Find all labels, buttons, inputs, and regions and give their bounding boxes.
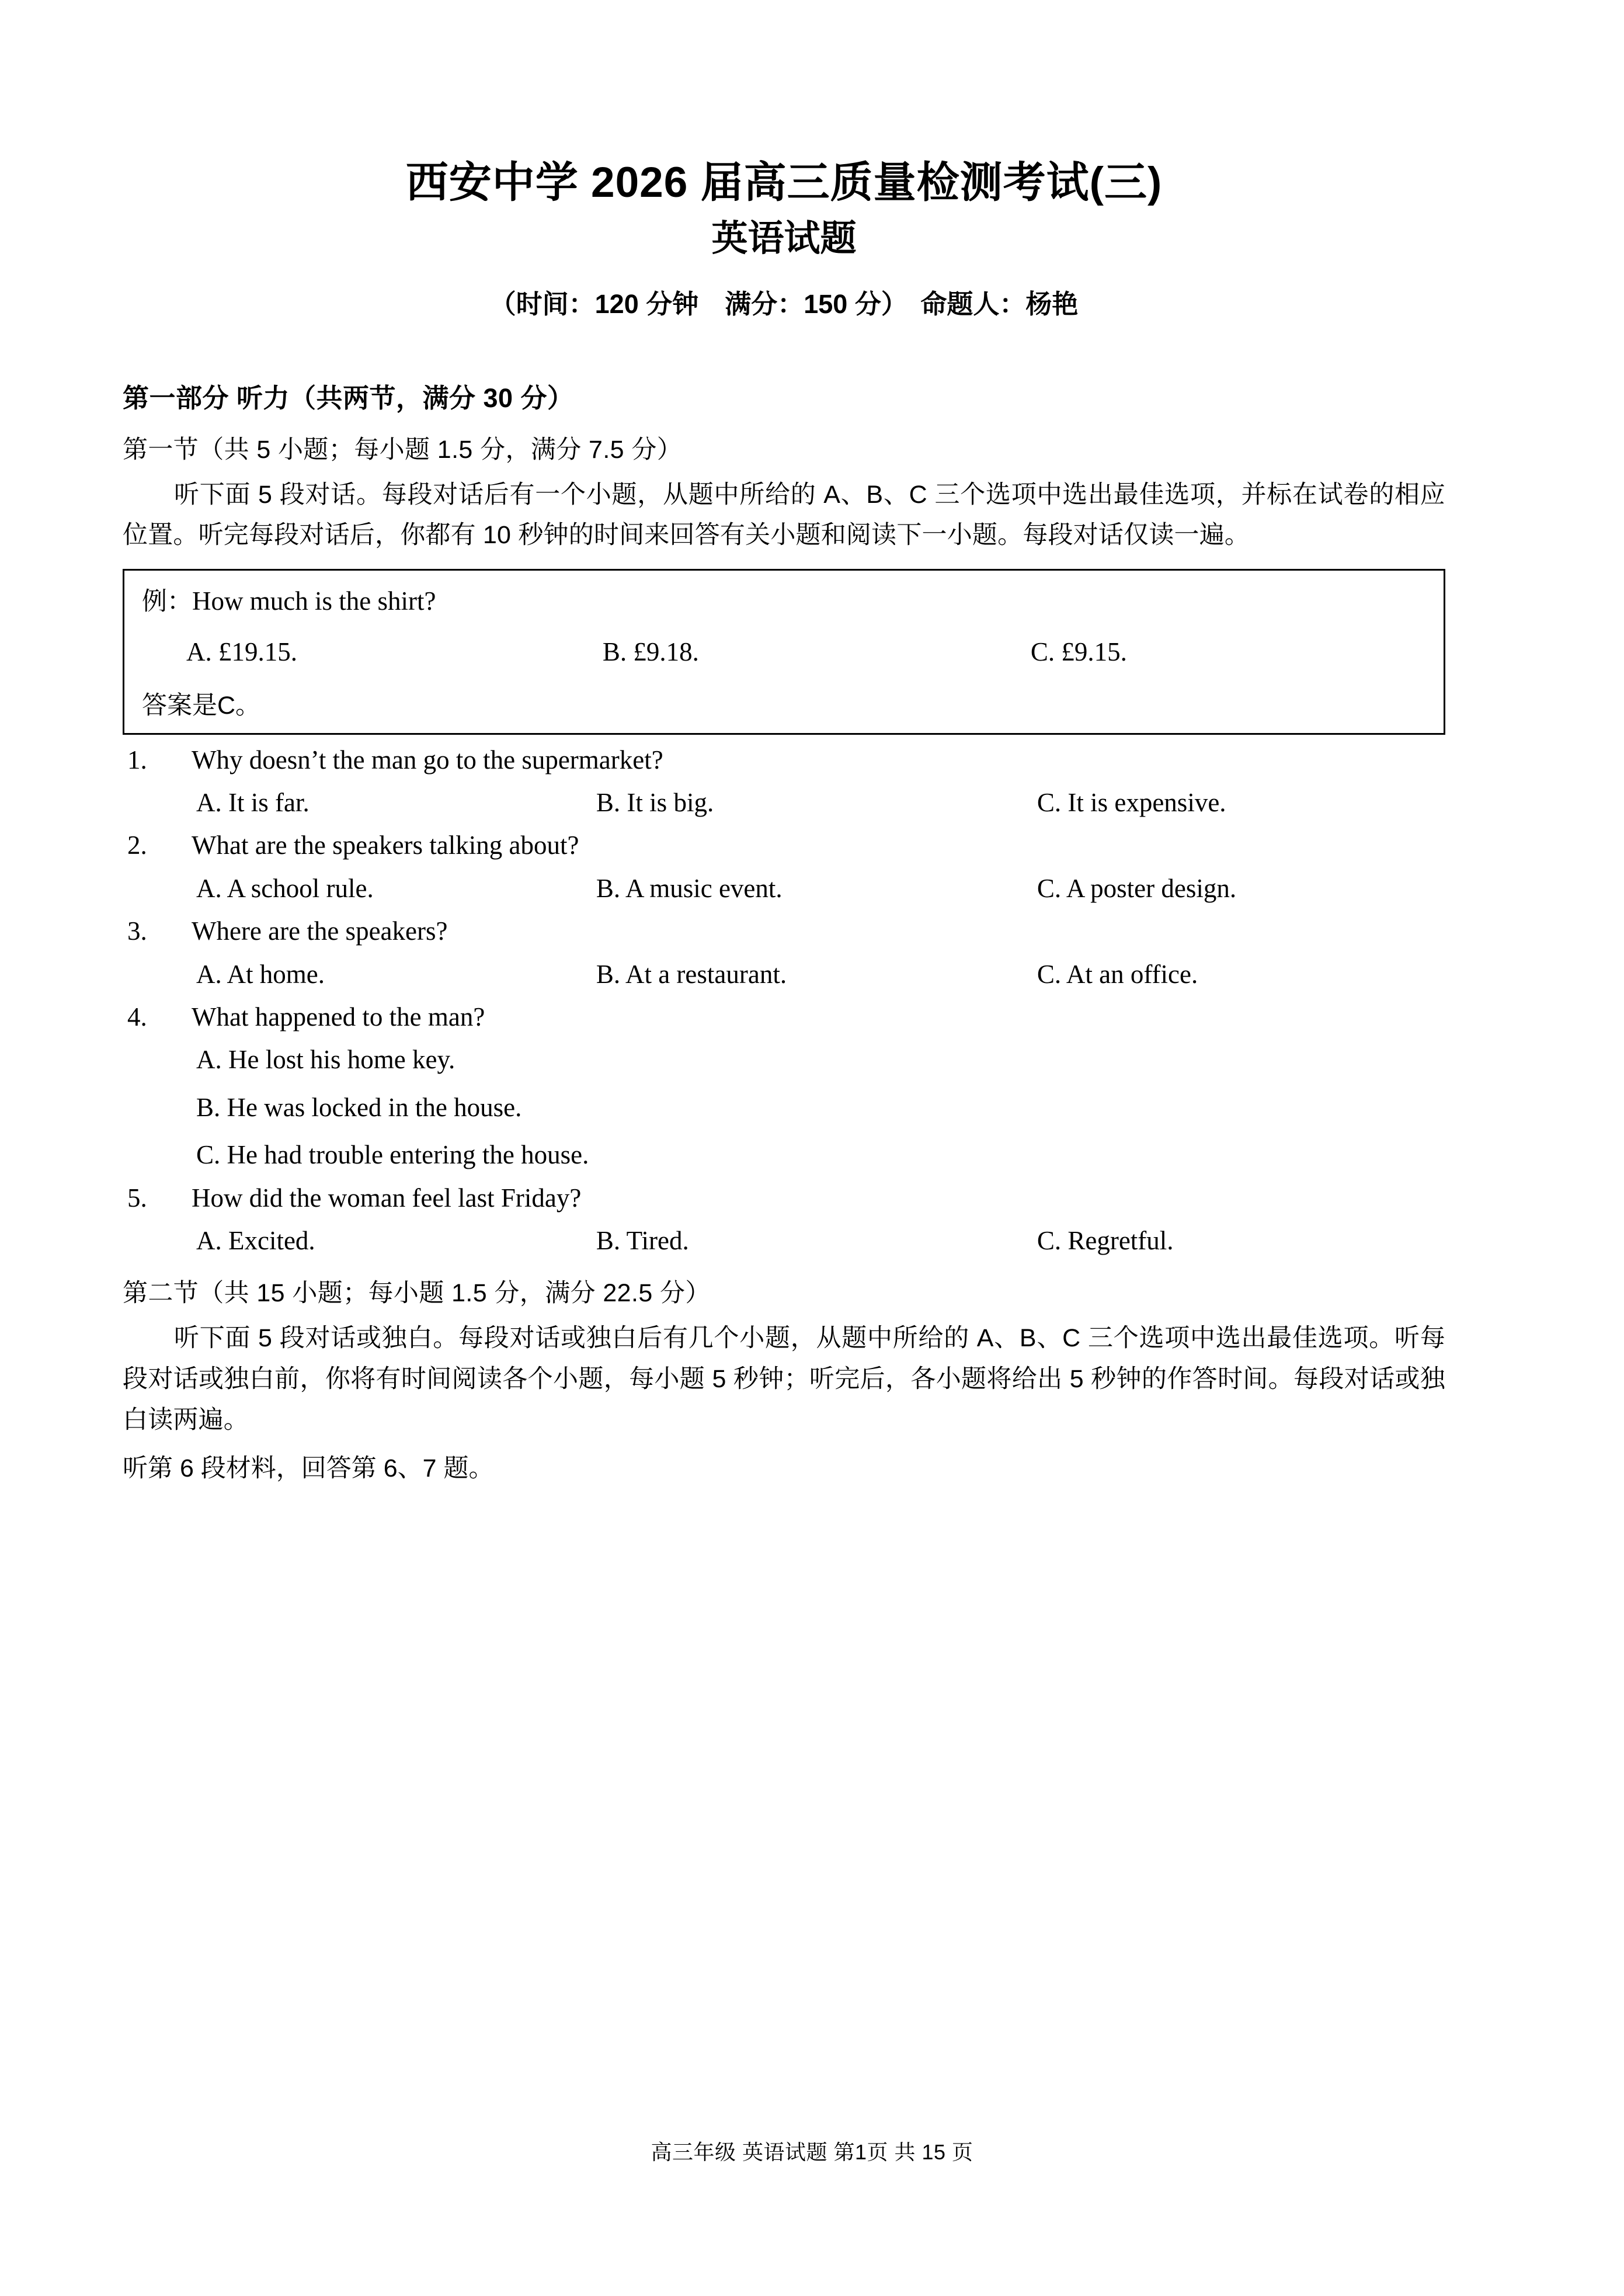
example-option-b: B. £9.18. [602,637,699,666]
question-item-3 [123,914,1445,992]
exam-meta-line: （时间：120 分钟 满分：150 分） 命题人：杨艳 [489,289,1079,319]
question-stem [123,1000,1445,1034]
question-item-4 [123,1000,1445,1173]
question-text: Where are the speakers? [192,916,448,946]
question-option-b[interactable]: B. Tired. [596,1226,689,1255]
question-item-5 [123,1181,1445,1259]
question-number: 4. [127,1002,147,1032]
part-one-heading: 第一部分 听力（共两节，满分 30 分） [123,383,574,413]
page-content [123,0,1445,1489]
example-answer: 答案是C。 [142,691,261,720]
question-stem [123,1181,1445,1215]
example-stem [142,583,1426,619]
question-number: 2. [127,831,147,860]
section-two-instruction: 听下面 5 段对话或独白。每段对话或独白后有几个小题，从题中所给的 A、B、C 三个选项中选出最佳选项。听每段对话或独白前，你将有时间阅读各个小题，每小题 5 秒钟；听完后，各小题将给出 5 秒钟的作答时间。每段对话或独白读两遍。 [123,1324,1445,1434]
section-one-instruction: 听下面 5 段对话。每段对话后有一个小题，从题中所给的 A、B、C 三个选项中选出最佳选项，并标在试卷的相应位置。听完每段对话后，你都有 10 秒钟的时间来回答有关小题和阅读下一小题。每段对话仅读一遍。 [123,480,1445,550]
question-text: What are the speakers talking about? [192,831,579,860]
question-option-a[interactable]: A. Excited. [196,1226,315,1255]
question-number: 3. [127,916,147,946]
question-option-a[interactable]: A. At home. [196,959,325,989]
question-option-b[interactable]: B. It is big. [596,788,714,818]
example-box [123,569,1445,735]
question-options [123,1224,1445,1258]
page-subtitle: 英语试题 [711,218,857,259]
question-options [123,957,1445,992]
question-option-a[interactable]: A. A school rule. [196,873,374,903]
material-cue-6: 听第 6 段材料，回答第 6、7 题。 [123,1454,494,1483]
example-options [142,637,1426,667]
question-number: 5. [127,1183,147,1213]
example-option-c: C. £9.15. [1030,637,1127,666]
question-option-c[interactable]: C. It is expensive. [1037,788,1226,818]
question-item-1 [123,743,1445,821]
question-stem [123,828,1445,863]
question-option-c[interactable]: C. Regretful. [1037,1226,1174,1255]
section-two-heading: 第二节（共 15 小题；每小题 1.5 分，满分 22.5 分） [123,1279,711,1308]
question-stem [123,914,1445,949]
question-option-a[interactable]: A. He lost his home key. [196,1045,455,1075]
question-text: How did the woman feel last Friday? [192,1183,582,1213]
question-options [123,871,1445,906]
question-option-b[interactable]: B. A music event. [596,873,783,903]
example-option-a: A. £19.15. [186,637,297,666]
question-option-b[interactable]: B. At a restaurant. [596,959,787,989]
question-option-c[interactable]: C. At an office. [1037,959,1198,989]
question-text: Why doesn’t the man go to the supermarket? [192,745,663,774]
question-option-a[interactable]: A. It is far. [196,788,310,818]
question-options [123,786,1445,820]
question-list [123,743,1445,1259]
example-stem-label: 例： [142,587,192,616]
question-option-c[interactable]: C. A poster design. [1037,873,1237,903]
question-option-c[interactable]: C. He had trouble entering the house. [196,1140,589,1170]
question-number: 1. [127,745,147,774]
question-stem [123,743,1445,777]
question-options [123,1043,1445,1172]
question-option-b[interactable]: B. He was locked in the house. [196,1092,522,1122]
page-title: 西安中学 2026 届高三质量检测考试(三) [405,159,1163,206]
page-footer: 高三年级 英语试题 第1页 共 15 页 [651,2140,973,2164]
section-one-heading: 第一节（共 5 小题；每小题 1.5 分，满分 7.5 分） [123,435,683,464]
question-text: What happened to the man? [192,1002,485,1032]
example-stem-text: How much is the shirt? [192,586,436,616]
question-item-2 [123,828,1445,906]
